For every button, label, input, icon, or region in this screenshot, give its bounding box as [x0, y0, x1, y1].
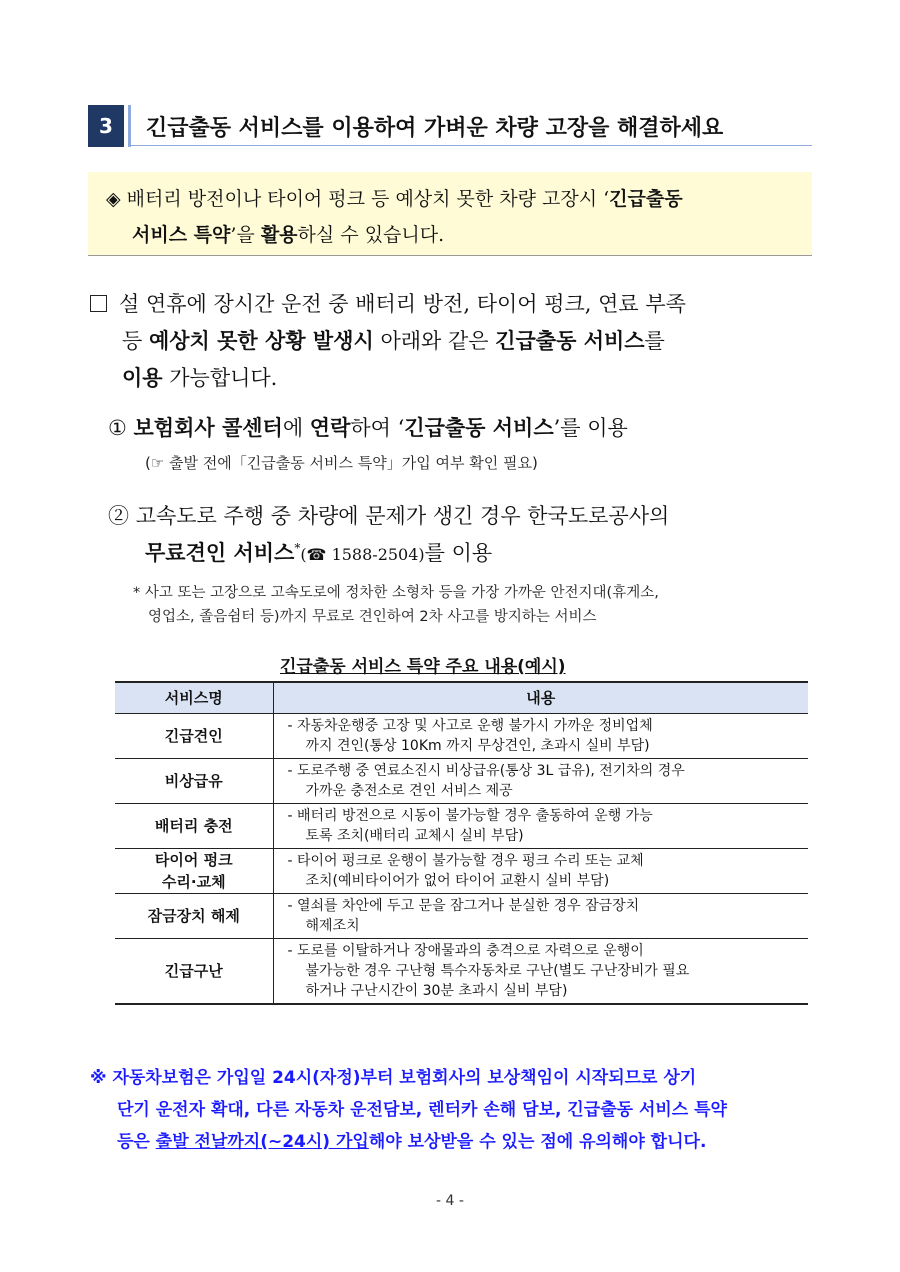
- callout-text: 하실 수 있습니다.: [297, 224, 445, 246]
- item-1-line: [108, 412, 628, 442]
- section-divider: [128, 105, 131, 147]
- intro-text: 등: [122, 329, 149, 353]
- item-bold: 보험회사 콜센터: [133, 416, 283, 440]
- service-desc-line: - 열쇠를 차안에 두고 문을 잠그거나 분실한 경우 잠금장치: [287, 897, 640, 914]
- item-number: ②: [108, 504, 129, 528]
- item-bold: 무료견인 서비스: [145, 541, 295, 565]
- table-row: [115, 848, 808, 893]
- callout-bold: 긴급출동: [609, 188, 683, 210]
- table-row: [115, 713, 808, 758]
- header-service-name: 서비스명: [115, 682, 273, 713]
- service-name-cell: [115, 758, 273, 803]
- footnote-line-2: 영업소, 졸음쉼터 등)까지 무료로 견인하여 2차 사고를 방지하는 서비스: [148, 609, 597, 625]
- section-header: [88, 105, 812, 147]
- intro-text: 를: [644, 329, 665, 353]
- item-2-line-1: [108, 500, 669, 530]
- intro-bold: 긴급출동 서비스: [495, 329, 645, 353]
- item-2-line-2: [145, 537, 492, 567]
- service-name-cell: [115, 803, 273, 848]
- service-name: 잠금장치 해제: [147, 906, 240, 925]
- service-desc-cell: [273, 758, 808, 803]
- service-desc-line: 불가능한 경우 구난형 특수자동차로 구난(별도 구난장비가 필요: [305, 962, 690, 979]
- item-1-note: (☞ 출발 전에「긴급출동 서비스 특약」가입 여부 확인 필요): [145, 454, 538, 472]
- service-desc-line: 까지 견인(통상 10Km 까지 무상견인, 초과시 실비 부담): [305, 737, 650, 754]
- service-name: 타이어 펑크: [154, 850, 233, 869]
- notice-line-2: 단기 운전자 확대, 다른 자동차 운전담보, 렌터카 손해 담보, 긴급출동 서비스 특약: [117, 1100, 727, 1120]
- callout-bold: 서비스 특약: [132, 224, 231, 246]
- notice-line-3: [117, 1127, 706, 1152]
- callout-text: ◈ 배터리 방전이나 타이어 펑크 등 예상치 못한 차량 고장시 ‘: [106, 188, 610, 210]
- service-name-cell: [115, 893, 273, 938]
- service-desc-cell: [273, 803, 808, 848]
- summary-callout: [88, 172, 812, 256]
- item-text: 하여 ‘: [350, 416, 405, 440]
- table-row: [115, 893, 808, 938]
- service-name-cell: [115, 938, 273, 1004]
- footnote-line-1: * 사고 또는 고장으로 고속도로에 정차한 소형차 등을 가장 가까운 안전지대(휴게소,: [133, 585, 659, 601]
- callout-line-2: [132, 220, 444, 247]
- service-desc-cell: [273, 713, 808, 758]
- service-name: 수리·교체: [161, 872, 226, 891]
- service-name: 긴급구난: [164, 961, 223, 980]
- table-row: [115, 803, 808, 848]
- callout-text: ’을: [230, 224, 261, 246]
- callout-bold: 활용: [260, 224, 298, 246]
- service-desc-cell: [273, 938, 808, 1004]
- intro-bold: 예상치 못한 상황 발생시: [148, 329, 374, 353]
- item-text: ’를 이용: [553, 416, 628, 440]
- notice-line-1: ※ 자동차보험은 가입일 24시(자정)부터 보험회사의 보상책임이 시작되므로 상기: [90, 1068, 697, 1088]
- service-desc-line: 토록 조치(배터리 교체시 실비 부담): [305, 827, 524, 844]
- service-desc-cell: [273, 848, 808, 893]
- callout-line-1: [106, 184, 683, 211]
- service-desc-line: - 타이어 펑크로 운행이 불가능할 경우 펑크 수리 또는 교체: [287, 852, 644, 869]
- service-name-cell: [115, 848, 273, 893]
- item-bold: 연락: [309, 416, 351, 440]
- table-title: 긴급출동 서비스 특약 주요 내용(예시): [280, 657, 566, 677]
- section-number: 3: [88, 105, 124, 147]
- table-row: [115, 938, 808, 1004]
- phone-number: (☎ 1588-2504): [300, 545, 425, 564]
- service-desc-line: - 배터리 방전으로 시동이 불가능할 경우 출동하여 운행 가능: [287, 807, 653, 824]
- service-name: 긴급견인: [164, 726, 223, 745]
- intro-text: 가능합니다.: [162, 366, 278, 390]
- table-header-row: [115, 682, 808, 713]
- header-content: 내용: [273, 682, 808, 713]
- service-desc-line: - 자동차운행중 고장 및 사고로 운행 불가시 가까운 정비업체: [287, 717, 653, 734]
- item-bold: 긴급출동 서비스: [404, 416, 554, 440]
- intro-text: 설 연휴에 장시간 운전 중 배터리 방전, 타이어 펑크, 연료 부족: [119, 292, 686, 316]
- service-desc-line: - 도로를 이탈하거나 장애물과의 충격으로 자력으로 운행이: [287, 942, 644, 959]
- intro-line-3: [122, 362, 277, 392]
- checkbox-bullet: [90, 295, 107, 312]
- notice-text: 등은: [117, 1132, 156, 1152]
- item-text: 를 이용: [424, 541, 493, 565]
- service-name: 배터리 충전: [154, 816, 233, 835]
- intro-line-2: [122, 325, 665, 355]
- service-table: [115, 681, 808, 1005]
- item-text: 고속도로 주행 중 차량에 문제가 생긴 경우 한국도로공사의: [135, 504, 670, 528]
- service-desc-line: 조치(예비타이어가 없어 타이어 교환시 실비 부담): [305, 872, 610, 889]
- service-desc-cell: [273, 893, 808, 938]
- service-desc-line: 해제조치: [305, 917, 360, 934]
- intro-text: 아래와 같은: [373, 329, 496, 353]
- item-text: 에: [282, 416, 310, 440]
- item-number: ①: [108, 416, 127, 440]
- footnote-marker: *: [294, 541, 301, 555]
- service-name-cell: [115, 713, 273, 758]
- table-row: [115, 758, 808, 803]
- service-desc-line: - 도로주행 중 연료소진시 비상급유(통상 3L 급유), 전기차의 경우: [287, 762, 685, 779]
- intro-bold: 이용: [122, 366, 163, 390]
- page-number: - 4 -: [436, 1193, 464, 1209]
- notice-underlined: 출발 전날까지(~24시) 가입: [155, 1132, 369, 1152]
- service-name: 비상급유: [164, 771, 223, 790]
- table-body: [115, 713, 808, 1004]
- section-title: 긴급출동 서비스를 이용하여 가벼운 차량 고장을 해결하세요: [146, 116, 724, 141]
- service-desc-line: 하거나 구난시간이 30분 초과시 실비 부담): [305, 982, 568, 999]
- intro-line-1: [90, 288, 686, 318]
- service-desc-line: 가까운 충전소로 견인 서비스 제공: [305, 782, 513, 799]
- section-underline: [128, 145, 812, 146]
- notice-text: 해야 보상받을 수 있는 점에 유의해야 합니다.: [368, 1132, 707, 1152]
